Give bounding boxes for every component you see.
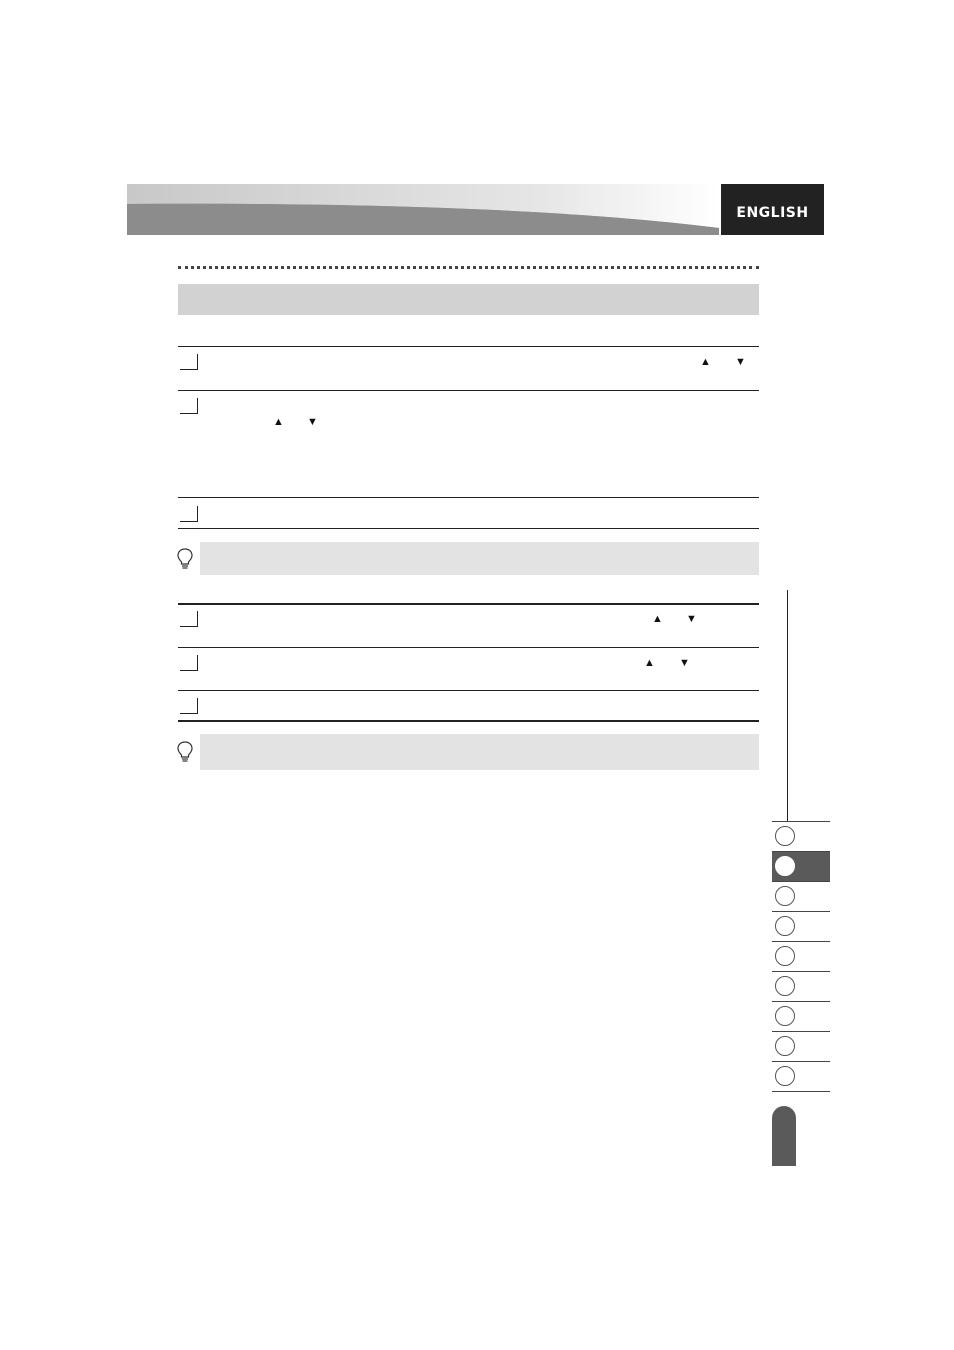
header-band [127, 184, 719, 235]
chapter-circle-icon [775, 1036, 795, 1056]
procedure-divider [178, 603, 759, 605]
note-box [200, 734, 759, 770]
up-arrow-icon: ▲ [644, 657, 655, 669]
dotted-divider [178, 266, 759, 269]
step-marker-icon [180, 655, 198, 671]
down-arrow-icon: ▼ [307, 416, 318, 428]
step-marker-icon [180, 354, 198, 370]
chapter-circle-icon [775, 946, 795, 966]
chapter-circle-icon [775, 856, 795, 876]
chapter-tab-6[interactable] [772, 972, 830, 1002]
step-divider [178, 690, 759, 691]
procedure-end-divider [178, 528, 759, 529]
lightbulb-icon [176, 740, 194, 769]
up-arrow-icon: ▲ [652, 613, 663, 625]
up-arrow-icon: ▲ [700, 356, 711, 368]
chapter-tab-4[interactable] [772, 912, 830, 942]
page-number-pill [772, 1106, 796, 1166]
down-arrow-icon: ▼ [735, 356, 746, 368]
step-divider [178, 497, 759, 498]
chapter-circle-icon [775, 826, 795, 846]
chapter-circle-icon [775, 976, 795, 996]
chapter-tab-5[interactable] [772, 942, 830, 972]
chapter-circle-icon [775, 886, 795, 906]
chapter-tab-1[interactable] [772, 822, 830, 852]
language-tab [719, 184, 824, 235]
note-box [200, 542, 759, 575]
procedure-end-divider [178, 720, 759, 722]
step-marker-icon [180, 698, 198, 714]
procedure-divider [178, 346, 759, 347]
step-marker-icon [180, 611, 198, 627]
step-marker-icon [180, 398, 198, 414]
step-divider [178, 390, 759, 391]
header-swoosh-graphic [127, 184, 719, 235]
side-vertical-rule [787, 590, 788, 822]
down-arrow-icon: ▼ [686, 613, 697, 625]
section-heading-bar [178, 284, 759, 315]
chapter-circle-icon [775, 1066, 795, 1086]
step-marker-icon [180, 506, 198, 522]
chapter-tab-9[interactable] [772, 1062, 830, 1092]
chapter-circle-icon [775, 916, 795, 936]
language-label: ENGLISH [736, 204, 809, 221]
chapter-tab-7[interactable] [772, 1002, 830, 1032]
chapter-tab-3[interactable] [772, 882, 830, 912]
down-arrow-icon: ▼ [679, 657, 690, 669]
step-divider [178, 647, 759, 648]
up-arrow-icon: ▲ [273, 416, 284, 428]
chapter-circle-icon [775, 1006, 795, 1026]
lightbulb-icon [176, 547, 194, 576]
chapter-tab-2[interactable] [772, 852, 830, 882]
chapter-tab-8[interactable] [772, 1032, 830, 1062]
